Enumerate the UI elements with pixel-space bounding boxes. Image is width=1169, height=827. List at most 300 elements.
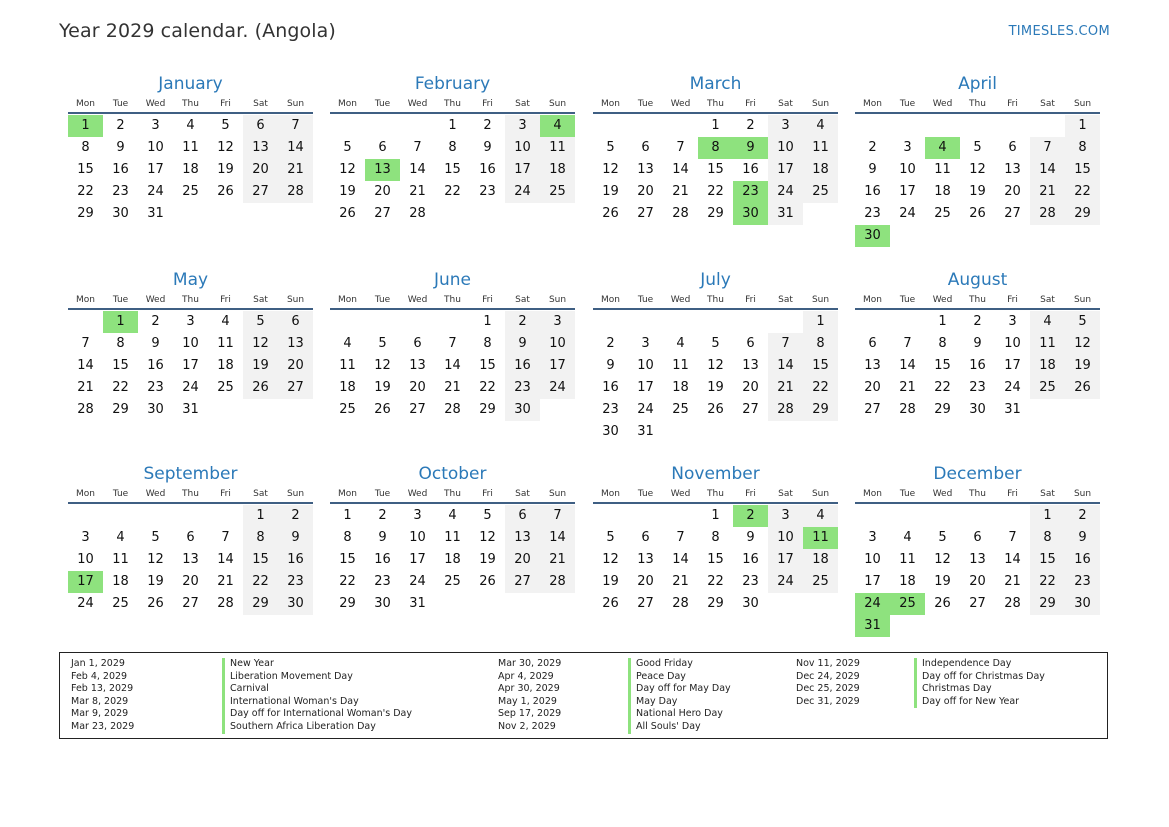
empty-cell	[925, 115, 960, 137]
day-cell: 21	[1030, 181, 1065, 203]
day-cell: 1	[711, 508, 720, 523]
weekday-label: Wed	[932, 295, 953, 305]
day-cell: 17	[1004, 358, 1021, 373]
day-cell: 6	[1008, 140, 1017, 155]
weekday-label: Mon	[338, 489, 357, 499]
day-cell: 9	[868, 162, 877, 177]
weekday-label: Mon	[863, 99, 882, 109]
day-cell: 6	[868, 336, 877, 351]
holiday-day-cell: 23	[733, 181, 768, 203]
day-cell: 23	[969, 380, 986, 395]
weekday-label: Tue	[637, 489, 654, 499]
weekday-label: Wed	[407, 99, 428, 109]
day-cell: 11	[444, 530, 461, 545]
day-cell: 16	[969, 358, 986, 373]
day-cell: 26	[479, 574, 496, 589]
day-cell: 24	[637, 402, 654, 417]
day-cell: 18	[934, 184, 951, 199]
weekday-label: Sun	[286, 99, 305, 109]
day-cell: 8	[243, 527, 278, 549]
day-cell: 27	[374, 206, 391, 221]
weekday-label: Mon	[601, 489, 620, 499]
day-cell: 22	[707, 184, 724, 199]
day-cell: 28	[768, 399, 803, 421]
day-cell: 29	[707, 206, 724, 221]
holiday-day-cell: 1	[68, 115, 103, 137]
day-cell: 14	[77, 358, 94, 373]
day-cell: 9	[483, 140, 492, 155]
day-cell: 27	[278, 377, 313, 399]
day-cell: 23	[479, 184, 496, 199]
day-cell: 29	[1065, 203, 1100, 225]
day-cell: 14	[1004, 552, 1021, 567]
day-cell: 23	[278, 571, 313, 593]
day-cell: 6	[186, 530, 195, 545]
day-cell: 13	[864, 358, 881, 373]
day-cell: 7	[1008, 530, 1017, 545]
weekday-label: Wed	[670, 99, 691, 109]
weekday-label: Sat	[515, 99, 530, 109]
month-title: August	[947, 270, 1008, 290]
day-cell: 2	[606, 336, 615, 351]
month-title: October	[418, 464, 487, 484]
weekday-label: Sat	[253, 295, 268, 305]
day-cell: 3	[1008, 314, 1017, 329]
day-cell: 25	[182, 184, 199, 199]
day-cell: 11	[803, 137, 838, 159]
day-cell: 31	[409, 596, 426, 611]
legend-holiday-name: Independence Day	[914, 658, 1011, 671]
weekday-label: Tue	[112, 99, 129, 109]
empty-cell	[663, 115, 698, 137]
day-cell: 4	[903, 530, 912, 545]
legend-holiday-name: May Day	[628, 696, 677, 709]
day-cell: 26	[339, 206, 356, 221]
holiday-day-cell: 2	[733, 505, 768, 527]
day-cell: 6	[505, 505, 540, 527]
legend-holiday-name: Peace Day	[628, 671, 686, 684]
holiday-day-cell: 30	[733, 203, 768, 225]
day-cell: 1	[803, 311, 838, 333]
day-cell: 25	[540, 181, 575, 203]
day-cell: 6	[243, 115, 278, 137]
legend-date: Mar 9, 2029	[71, 708, 129, 720]
weekday-header	[855, 486, 1100, 504]
weekday-label: Sun	[286, 489, 305, 499]
weekday-label: Thu	[444, 99, 461, 109]
day-cell: 17	[540, 355, 575, 377]
weekday-label: Sun	[548, 489, 567, 499]
weekday-label: Sun	[1073, 295, 1092, 305]
day-cell: 24	[77, 596, 94, 611]
day-cell: 27	[637, 596, 654, 611]
day-cell: 10	[768, 137, 803, 159]
empty-cell	[330, 311, 365, 333]
day-cell: 29	[707, 596, 724, 611]
day-cell: 31	[768, 203, 803, 225]
days-grid	[68, 115, 313, 225]
day-cell: 13	[637, 162, 654, 177]
weekday-label: Sun	[811, 489, 830, 499]
weekday-label: Fri	[745, 99, 756, 109]
day-cell: 5	[221, 118, 230, 133]
day-cell: 21	[899, 380, 916, 395]
weekday-label: Mon	[601, 295, 620, 305]
weekday-header	[330, 486, 575, 504]
weekday-label: Thu	[707, 295, 724, 305]
weekday-label: Fri	[482, 99, 493, 109]
holiday-legend	[59, 652, 1108, 739]
weekday-label: Wed	[145, 295, 166, 305]
day-cell: 24	[768, 181, 803, 203]
month-february	[330, 72, 575, 225]
days-grid	[593, 115, 838, 225]
empty-cell	[855, 505, 890, 527]
day-cell: 20	[182, 574, 199, 589]
weekday-label: Thu	[707, 99, 724, 109]
day-cell: 31	[147, 206, 164, 221]
weekday-label: Sat	[778, 295, 793, 305]
page-title: Year 2029 calendar. (Angola)	[59, 20, 336, 42]
legend-date: Dec 31, 2029	[796, 695, 860, 707]
legend-holiday-name: Liberation Movement Day	[222, 671, 353, 684]
holiday-day-cell: 4	[925, 137, 960, 159]
day-cell: 8	[803, 333, 838, 355]
month-title: December	[933, 464, 1022, 484]
days-grid	[855, 115, 1100, 247]
day-cell: 27	[182, 596, 199, 611]
day-cell: 8	[483, 336, 492, 351]
day-cell: 31	[637, 424, 654, 439]
legend-holiday-name: Day off for New Year	[914, 696, 1019, 709]
day-cell: 25	[339, 402, 356, 417]
empty-cell	[995, 115, 1030, 137]
day-cell: 16	[864, 184, 881, 199]
weekday-header	[68, 292, 313, 310]
day-cell: 1	[938, 314, 947, 329]
day-cell: 13	[409, 358, 426, 373]
legend-date: Mar 23, 2029	[71, 721, 135, 732]
day-cell: 12	[707, 358, 724, 373]
weekday-label: Sat	[515, 295, 530, 305]
weekday-label: Fri	[745, 295, 756, 305]
weekday-label: Thu	[969, 489, 986, 499]
day-cell: 24	[409, 574, 426, 589]
days-grid	[855, 311, 1100, 421]
day-cell: 15	[339, 552, 356, 567]
weekday-label: Sat	[778, 99, 793, 109]
day-cell: 11	[339, 358, 356, 373]
day-cell: 23	[374, 574, 391, 589]
weekday-header	[855, 292, 1100, 310]
holiday-day-cell: 24	[855, 593, 890, 615]
day-cell: 9	[973, 336, 982, 351]
weekday-label: Wed	[670, 295, 691, 305]
day-cell: 23	[742, 574, 759, 589]
holiday-day-cell: 11	[803, 527, 838, 549]
empty-cell	[663, 311, 698, 333]
weekday-label: Tue	[374, 295, 391, 305]
weekday-label: Fri	[745, 489, 756, 499]
day-cell: 19	[339, 184, 356, 199]
day-cell: 21	[768, 377, 803, 399]
day-cell: 11	[112, 552, 129, 567]
weekday-label: Wed	[932, 99, 953, 109]
month-title: November	[671, 464, 760, 484]
day-cell: 23	[602, 402, 619, 417]
day-cell: 29	[339, 596, 356, 611]
day-cell: 11	[672, 358, 689, 373]
day-cell: 10	[77, 552, 94, 567]
day-cell: 16	[479, 162, 496, 177]
day-cell: 17	[768, 549, 803, 571]
legend-holiday-name: Day off for International Woman's Day	[222, 708, 412, 721]
day-cell: 4	[186, 118, 195, 133]
weekday-header	[68, 486, 313, 504]
day-cell: 10	[505, 137, 540, 159]
day-cell: 3	[768, 505, 803, 527]
empty-cell	[208, 505, 243, 527]
day-cell: 15	[707, 552, 724, 567]
day-cell: 16	[742, 162, 759, 177]
day-cell: 23	[112, 184, 129, 199]
weekday-label: Wed	[145, 489, 166, 499]
month-july	[593, 268, 838, 443]
weekday-label: Sat	[778, 489, 793, 499]
day-cell: 16	[112, 162, 129, 177]
day-cell: 13	[182, 552, 199, 567]
day-cell: 10	[540, 333, 575, 355]
day-cell: 19	[969, 184, 986, 199]
day-cell: 14	[1030, 159, 1065, 181]
weekday-label: Mon	[863, 295, 882, 305]
day-cell: 12	[969, 162, 986, 177]
day-cell: 28	[672, 206, 689, 221]
day-cell: 14	[409, 162, 426, 177]
empty-cell	[435, 311, 470, 333]
day-cell: 26	[602, 596, 619, 611]
day-cell: 8	[343, 530, 352, 545]
day-cell: 9	[606, 358, 615, 373]
day-cell: 8	[116, 336, 125, 351]
month-december	[855, 462, 1100, 637]
day-cell: 4	[803, 505, 838, 527]
day-cell: 26	[969, 206, 986, 221]
day-cell: 7	[903, 336, 912, 351]
day-cell: 30	[147, 402, 164, 417]
day-cell: 5	[1065, 311, 1100, 333]
holiday-day-cell: 25	[890, 593, 925, 615]
day-cell: 5	[938, 530, 947, 545]
day-cell: 18	[803, 159, 838, 181]
day-cell: 26	[1065, 377, 1100, 399]
day-cell: 3	[186, 314, 195, 329]
day-cell: 5	[606, 140, 615, 155]
day-cell: 26	[934, 596, 951, 611]
legend-holiday-name: Carnival	[222, 683, 269, 696]
day-cell: 20	[637, 574, 654, 589]
legend-date: Apr 4, 2029	[498, 670, 554, 682]
day-cell: 11	[217, 336, 234, 351]
day-cell: 19	[602, 184, 619, 199]
empty-cell	[593, 505, 628, 527]
day-cell: 1	[483, 314, 492, 329]
weekday-header	[330, 292, 575, 310]
legend-holiday-name: New Year	[222, 658, 274, 671]
day-cell: 21	[217, 574, 234, 589]
weekday-label: Thu	[969, 295, 986, 305]
day-cell: 14	[672, 552, 689, 567]
day-cell: 27	[505, 571, 540, 593]
day-cell: 27	[409, 402, 426, 417]
site-brand-link[interactable]: TIMESLES.COM	[1008, 24, 1110, 39]
day-cell: 30	[1065, 593, 1100, 615]
day-cell: 19	[374, 380, 391, 395]
weekday-label: Fri	[220, 489, 231, 499]
day-cell: 3	[505, 115, 540, 137]
day-cell: 17	[505, 159, 540, 181]
day-cell: 2	[868, 140, 877, 155]
day-cell: 1	[343, 508, 352, 523]
day-cell: 28	[409, 206, 426, 221]
weekday-label: Mon	[338, 99, 357, 109]
day-cell: 25	[217, 380, 234, 395]
day-cell: 17	[147, 162, 164, 177]
day-cell: 15	[803, 355, 838, 377]
day-cell: 30	[278, 593, 313, 615]
month-title: February	[414, 74, 491, 94]
month-title: June	[433, 270, 472, 290]
day-cell: 3	[903, 140, 912, 155]
holiday-day-cell: 17	[68, 571, 103, 593]
legend-holiday-name: Southern Africa Liberation Day	[222, 721, 376, 734]
day-cell: 12	[339, 162, 356, 177]
day-cell: 19	[707, 380, 724, 395]
day-cell: 3	[868, 530, 877, 545]
holiday-day-cell: 30	[855, 225, 890, 247]
day-cell: 25	[112, 596, 129, 611]
day-cell: 3	[413, 508, 422, 523]
day-cell: 4	[676, 336, 685, 351]
empty-cell	[103, 505, 138, 527]
day-cell: 28	[278, 181, 313, 203]
weekday-label: Sun	[1073, 489, 1092, 499]
day-cell: 1	[448, 118, 457, 133]
day-cell: 11	[899, 552, 916, 567]
day-cell: 29	[77, 206, 94, 221]
day-cell: 20	[243, 159, 278, 181]
weekday-label: Sun	[548, 99, 567, 109]
day-cell: 24	[147, 184, 164, 199]
day-cell: 9	[1065, 527, 1100, 549]
day-cell: 13	[505, 527, 540, 549]
empty-cell	[593, 311, 628, 333]
weekday-label: Fri	[1007, 99, 1018, 109]
weekday-label: Fri	[220, 295, 231, 305]
day-cell: 29	[243, 593, 278, 615]
day-cell: 2	[378, 508, 387, 523]
day-cell: 3	[768, 115, 803, 137]
weekday-label: Sun	[811, 295, 830, 305]
day-cell: 22	[339, 574, 356, 589]
day-cell: 19	[147, 574, 164, 589]
month-title: January	[158, 74, 223, 94]
empty-cell	[890, 311, 925, 333]
day-cell: 14	[217, 552, 234, 567]
day-cell: 20	[1004, 184, 1021, 199]
weekday-header	[855, 96, 1100, 114]
day-cell: 4	[221, 314, 230, 329]
weekday-header	[68, 96, 313, 114]
day-cell: 2	[151, 314, 160, 329]
weekday-label: Sat	[1040, 295, 1055, 305]
day-cell: 14	[768, 355, 803, 377]
day-cell: 15	[243, 549, 278, 571]
day-cell: 29	[1030, 593, 1065, 615]
empty-cell	[173, 505, 208, 527]
day-cell: 16	[602, 380, 619, 395]
day-cell: 11	[934, 162, 951, 177]
weekday-label: Tue	[637, 99, 654, 109]
day-cell: 17	[182, 358, 199, 373]
day-cell: 2	[483, 118, 492, 133]
day-cell: 11	[1030, 333, 1065, 355]
day-cell: 21	[540, 549, 575, 571]
day-cell: 8	[1065, 137, 1100, 159]
empty-cell	[68, 311, 103, 333]
day-cell: 1	[243, 505, 278, 527]
day-cell: 26	[217, 184, 234, 199]
day-cell: 9	[151, 336, 160, 351]
day-cell: 30	[969, 402, 986, 417]
weekday-label: Thu	[969, 99, 986, 109]
weekday-label: Thu	[444, 489, 461, 499]
day-cell: 18	[112, 574, 129, 589]
day-cell: 21	[278, 159, 313, 181]
day-cell: 5	[711, 336, 720, 351]
weekday-label: Sun	[286, 295, 305, 305]
day-cell: 28	[899, 402, 916, 417]
day-cell: 10	[182, 336, 199, 351]
month-april	[855, 72, 1100, 247]
day-cell: 20	[409, 380, 426, 395]
day-cell: 21	[444, 380, 461, 395]
day-cell: 13	[969, 552, 986, 567]
day-cell: 25	[444, 574, 461, 589]
weekday-label: Mon	[601, 99, 620, 109]
weekday-header	[330, 96, 575, 114]
day-cell: 6	[973, 530, 982, 545]
weekday-label: Thu	[182, 489, 199, 499]
legend-holiday-name: All Souls' Day	[628, 721, 701, 734]
day-cell: 22	[1065, 181, 1100, 203]
empty-cell	[855, 115, 890, 137]
weekday-label: Tue	[112, 489, 129, 499]
day-cell: 22	[479, 380, 496, 395]
days-grid	[593, 311, 838, 443]
day-cell: 23	[505, 377, 540, 399]
day-cell: 18	[444, 552, 461, 567]
day-cell: 23	[864, 206, 881, 221]
day-cell: 19	[217, 162, 234, 177]
day-cell: 5	[606, 530, 615, 545]
day-cell: 5	[378, 336, 387, 351]
day-cell: 14	[899, 358, 916, 373]
weekday-label: Tue	[899, 99, 916, 109]
day-cell: 26	[707, 402, 724, 417]
weekday-label: Tue	[112, 295, 129, 305]
day-cell: 20	[969, 574, 986, 589]
